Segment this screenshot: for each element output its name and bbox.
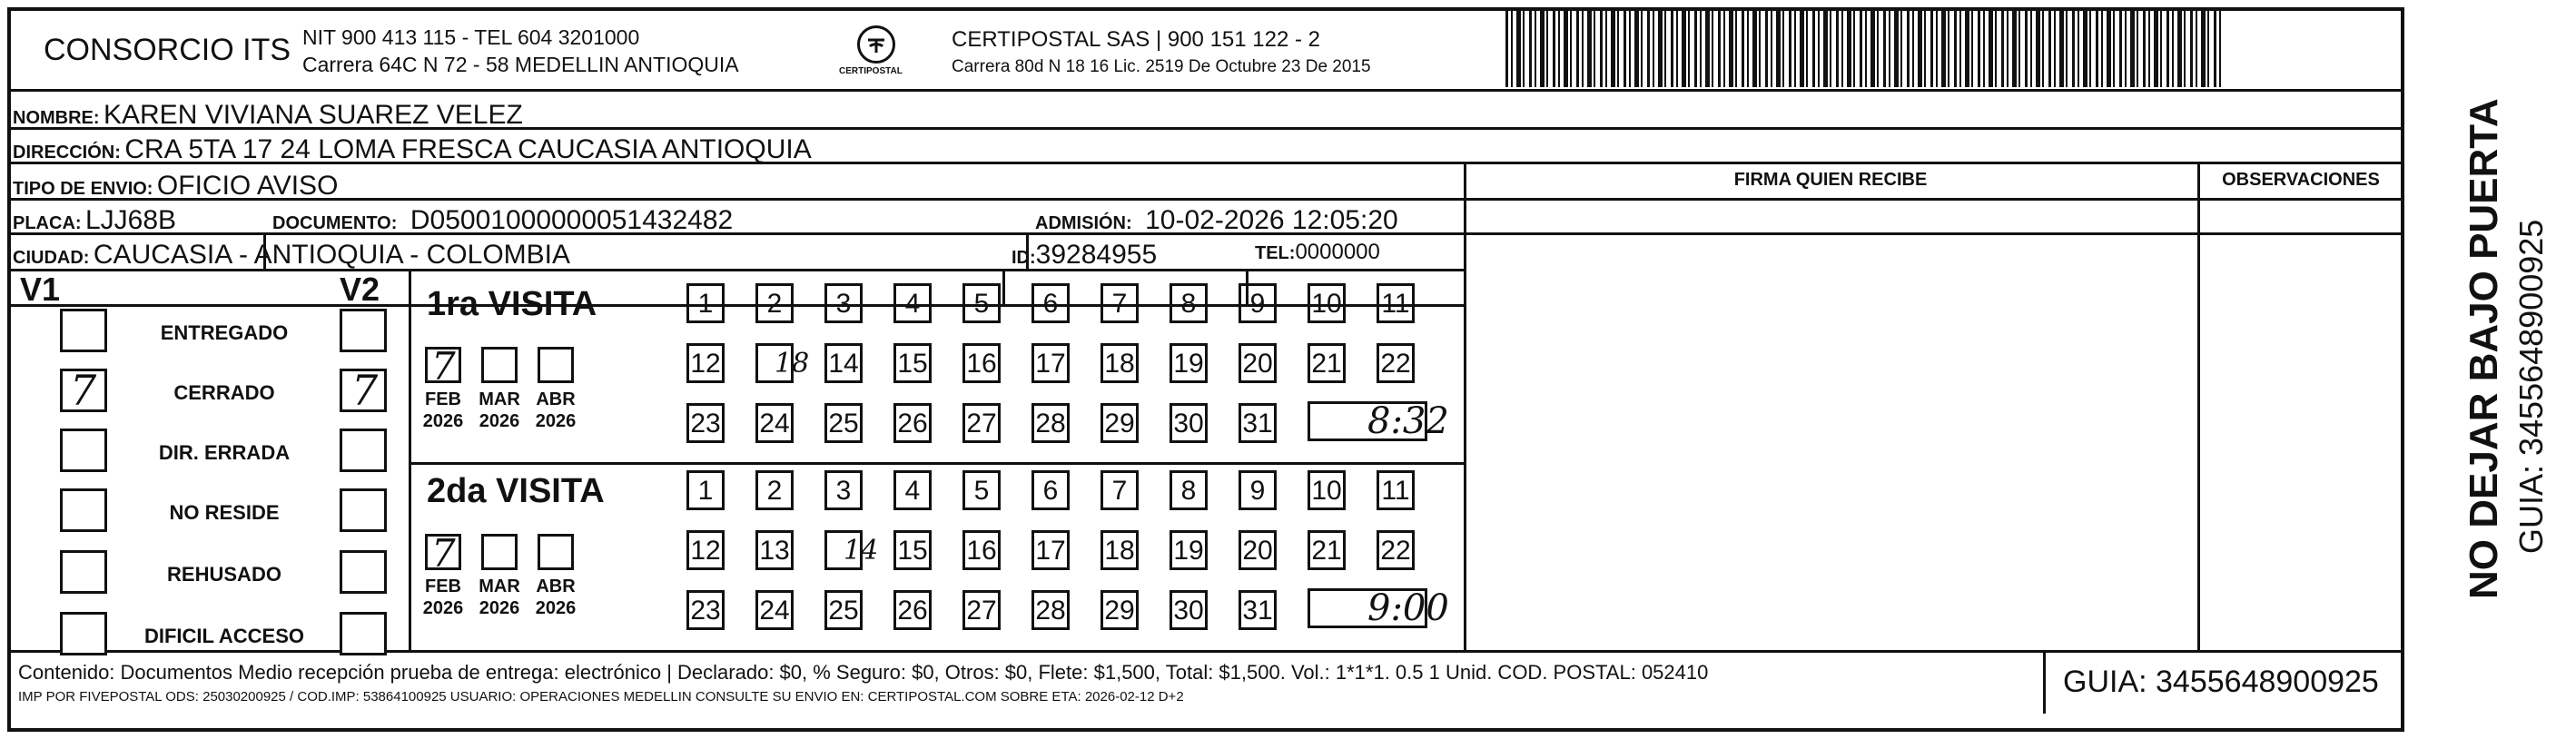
day-cell[interactable]	[755, 343, 810, 383]
placa-value: LJJ68B	[85, 205, 177, 235]
day-cell[interactable]: 17	[1031, 343, 1070, 383]
status-v1-checkbox[interactable]	[60, 488, 107, 532]
day-cell[interactable]: 27	[962, 403, 1001, 443]
nombre-value: KAREN VIVIANA SUAREZ VELEZ	[104, 100, 523, 130]
tel-value: 0000000	[1295, 240, 1380, 264]
rule-footer-guia	[2043, 650, 2046, 714]
month-year: 2026	[422, 598, 464, 618]
rule-status-visits	[409, 269, 411, 650]
footer-guia: GUIA: 3455648900925	[2063, 665, 2379, 699]
month-name: ABR	[536, 389, 576, 409]
status-v2-checkbox[interactable]	[340, 612, 387, 655]
day-cell[interactable]: 15	[893, 343, 932, 383]
status-v1-checkbox[interactable]	[60, 550, 107, 594]
day-cell[interactable]: 28	[1031, 403, 1070, 443]
placa-label: PLACA:	[13, 213, 82, 233]
day-cell[interactable]: 3	[824, 283, 863, 323]
day-cell[interactable]: 31	[1239, 590, 1277, 630]
tel-label: TEL:	[1255, 243, 1296, 263]
status-label: NO RESIDE	[169, 501, 280, 524]
check-mark: 7	[351, 366, 379, 415]
certipostal-logo-icon	[857, 25, 895, 64]
day-cell[interactable]: 29	[1100, 403, 1139, 443]
day-cell[interactable]: 5	[962, 283, 1001, 323]
day-cell[interactable]: 10	[1308, 470, 1346, 510]
rule-columns-top	[7, 198, 2401, 201]
month-name: FEB	[425, 389, 461, 409]
status-v2-checkbox[interactable]	[340, 366, 387, 415]
nombre-label: NOMBRE:	[13, 108, 100, 128]
rule-right	[2401, 127, 2403, 652]
day-cell[interactable]: 24	[755, 403, 794, 443]
day-cell[interactable]: 4	[893, 283, 932, 323]
tipo-row	[13, 172, 338, 200]
tel-row	[1255, 241, 1380, 263]
day-cell[interactable]: 6	[1031, 470, 1070, 510]
day-cell[interactable]: 8	[1170, 470, 1208, 510]
check-mark: 7	[431, 344, 456, 389]
admision-row	[1035, 207, 1398, 234]
rule-visits	[409, 462, 1464, 465]
v1-header: V1	[20, 271, 61, 308]
day-cell[interactable]: 19	[1170, 343, 1208, 383]
day-cell[interactable]: 13	[755, 530, 794, 570]
visit-time-box[interactable]	[1308, 400, 1449, 442]
month-year: 2026	[535, 598, 577, 618]
day-cell[interactable]: 22	[1377, 343, 1415, 383]
ciudad-label: CIUDAD:	[13, 248, 90, 268]
status-v1-checkbox[interactable]	[60, 366, 107, 415]
rule-columns-head	[1464, 232, 2401, 235]
day-cell[interactable]: 1	[686, 283, 725, 323]
day-cell[interactable]: 30	[1170, 403, 1208, 443]
day-cell[interactable]: 30	[1170, 590, 1208, 630]
status-label: CERRADO	[173, 381, 275, 404]
documento-label: DOCUMENTO:	[272, 213, 398, 233]
month-checkbox[interactable]	[538, 534, 574, 570]
day-cell[interactable]: 21	[1308, 343, 1346, 383]
id-value: 39284955	[1035, 240, 1158, 270]
day-cell[interactable]	[824, 530, 879, 570]
footer-print-info: IMP POR FIVEPOSTAL ODS: 25030200925 / COD.IMP: 53864100925 USUARIO: OPERACIONES MEDELLIN CONSULTE SU ENVIO EN: CERTIPOSTAL.COM SOBRE ETA: 2026-02-12 D+2	[18, 689, 1184, 705]
id-row	[1012, 241, 1157, 269]
documento-value: D05001000000051432482	[410, 205, 734, 235]
day-cell[interactable]: 3	[824, 470, 863, 510]
month-name: MAR	[479, 576, 520, 596]
month-name: MAR	[479, 389, 520, 409]
day-cell[interactable]: 24	[755, 590, 794, 630]
placa-row	[13, 207, 176, 234]
rule-ciudad-id	[1002, 269, 1005, 305]
observaciones-header: OBSERVACIONES	[2222, 170, 2380, 190]
day-cell[interactable]: 19	[1170, 530, 1208, 570]
day-cell[interactable]: 22	[1377, 530, 1415, 570]
day-cell[interactable]: 11	[1377, 470, 1415, 510]
day-cell[interactable]: 1	[686, 470, 725, 510]
day-cell[interactable]: 31	[1239, 403, 1277, 443]
status-label: ENTREGADO	[160, 321, 289, 344]
day-cell[interactable]: 9	[1239, 283, 1277, 323]
day-cell[interactable]: 16	[962, 530, 1001, 570]
month-year: 2026	[479, 411, 520, 431]
company-address: Carrera 64C N 72 - 58 MEDELLIN ANTIOQUIA	[302, 53, 739, 76]
day-cell[interactable]: 26	[893, 403, 932, 443]
company-name: CONSORCIO ITS	[44, 33, 291, 67]
day-cell[interactable]: 18	[1100, 530, 1139, 570]
day-cell[interactable]: 23	[686, 590, 725, 630]
handwritten-day: 14	[844, 535, 879, 567]
status-v2-checkbox[interactable]	[340, 550, 387, 594]
day-cell[interactable]: 5	[962, 470, 1001, 510]
status-label: DIFICIL ACCESO	[143, 625, 304, 647]
direccion-value: CRA 5TA 17 24 LOMA FRESCA CAUCASIA ANTIOQUIA	[124, 134, 812, 164]
courier-name: CERTIPOSTAL SAS | 900 151 122 - 2	[952, 27, 1320, 52]
v2-header: V2	[340, 271, 380, 308]
side-guia: GUIA: 3455648900925	[2512, 219, 2550, 554]
tipo-label: TIPO DE ENVIO:	[13, 179, 153, 199]
handwritten-time: 9:00	[1367, 587, 1449, 629]
day-cell[interactable]: 20	[1239, 343, 1277, 383]
day-cell[interactable]: 18	[1100, 343, 1139, 383]
tipo-value: OFICIO AVISO	[156, 171, 339, 201]
status-v2-checkbox[interactable]	[340, 429, 387, 472]
month-year: 2026	[479, 598, 520, 618]
month-label	[528, 576, 583, 619]
status-v1-checkbox[interactable]	[60, 429, 107, 472]
check-mark: 7	[431, 531, 456, 576]
direccion-label: DIRECCIÓN:	[13, 143, 121, 163]
logo-caption: CERTIPOSTAL	[839, 66, 903, 76]
status-v1-checkbox[interactable]	[60, 309, 107, 352]
day-cell[interactable]: 6	[1031, 283, 1070, 323]
handwritten-time: 8:32	[1367, 400, 1449, 442]
day-cell[interactable]: 11	[1377, 283, 1415, 323]
day-cell[interactable]: 23	[686, 403, 725, 443]
month-label	[416, 576, 470, 619]
documento-row	[272, 207, 733, 234]
day-cell[interactable]: 15	[893, 530, 932, 570]
month-label	[472, 389, 527, 432]
courier-address: Carrera 80d N 18 16 Lic. 2519 De Octubre 23 De 2015	[952, 57, 1371, 76]
day-cell[interactable]: 8	[1170, 283, 1208, 323]
nombre-row	[13, 102, 523, 129]
day-cell[interactable]: 20	[1239, 530, 1277, 570]
month-checkbox[interactable]	[481, 534, 518, 570]
company-nit: NIT 900 413 115 - TEL 604 3201000	[302, 25, 640, 49]
day-cell[interactable]: 2	[755, 470, 794, 510]
month-year: 2026	[535, 411, 577, 431]
ciudad-value: CAUCASIA - ANTIOQUIA - COLOMBIA	[93, 240, 570, 270]
side-warning: NO DEJAR BAJO PUERTA	[2462, 98, 2506, 599]
rule-header	[7, 89, 2401, 92]
day-cell[interactable]: 29	[1100, 590, 1139, 630]
check-mark: 7	[70, 366, 97, 415]
status-v2-checkbox[interactable]	[340, 488, 387, 532]
day-cell[interactable]: 12	[686, 530, 725, 570]
admision-label: ADMISIÓN:	[1035, 213, 1132, 233]
day-cell[interactable]: 25	[824, 590, 863, 630]
day-cell[interactable]: 16	[962, 343, 1001, 383]
day-cell[interactable]: 14	[824, 343, 863, 383]
day-cell[interactable]: 10	[1308, 283, 1346, 323]
ciudad-row	[13, 241, 570, 269]
day-cell[interactable]: 25	[824, 403, 863, 443]
month-checkbox[interactable]	[425, 344, 461, 389]
visit-time-box[interactable]	[1308, 587, 1449, 629]
day-cell[interactable]: 7	[1100, 283, 1139, 323]
month-checkbox[interactable]	[481, 347, 518, 383]
admision-value: 10-02-2026 12:05:20	[1145, 205, 1398, 235]
day-cell[interactable]: 9	[1239, 470, 1277, 510]
month-name: FEB	[425, 576, 461, 596]
month-checkbox[interactable]	[425, 531, 461, 576]
status-v1-checkbox[interactable]	[60, 612, 107, 655]
month-year: 2026	[422, 411, 464, 431]
month-label	[416, 389, 470, 432]
status-v2-checkbox[interactable]	[340, 309, 387, 352]
day-cell[interactable]: 12	[686, 343, 725, 383]
day-cell[interactable]: 27	[962, 590, 1001, 630]
day-cell[interactable]: 2	[755, 283, 794, 323]
day-cell[interactable]: 21	[1308, 530, 1346, 570]
handwritten-day: 18	[775, 348, 810, 379]
day-cell[interactable]: 26	[893, 590, 932, 630]
day-cell[interactable]: 7	[1100, 470, 1139, 510]
visit-title: 1ra VISITA	[427, 285, 597, 323]
month-label	[472, 576, 527, 619]
day-cell[interactable]: 28	[1031, 590, 1070, 630]
day-cell[interactable]: 17	[1031, 530, 1070, 570]
rule-firma-left	[1464, 162, 1466, 650]
month-label	[528, 389, 583, 432]
direccion-row	[13, 136, 812, 163]
month-checkbox[interactable]	[538, 347, 574, 383]
status-label: REHUSADO	[167, 563, 281, 586]
visit-title: 2da VISITA	[427, 472, 605, 510]
id-label: ID:	[1012, 248, 1036, 268]
status-label: DIR. ERRADA	[158, 441, 291, 464]
day-cell[interactable]: 4	[893, 470, 932, 510]
month-name: ABR	[536, 576, 576, 596]
footer-content: Contenido: Documentos Medio recepción prueba de entrega: electrónico | Declarado: $0, % Seguro: $0, Otros: $0, Flete: $1,500, Total: $1,500. Vol.: 1*1*1. 0.5 1 Unid. COD. POSTAL: 052410	[18, 661, 1709, 684]
firma-header: FIRMA QUIEN RECIBE	[1733, 170, 1928, 190]
rule-obs-left	[2197, 162, 2200, 650]
barcode	[1505, 11, 2225, 87]
